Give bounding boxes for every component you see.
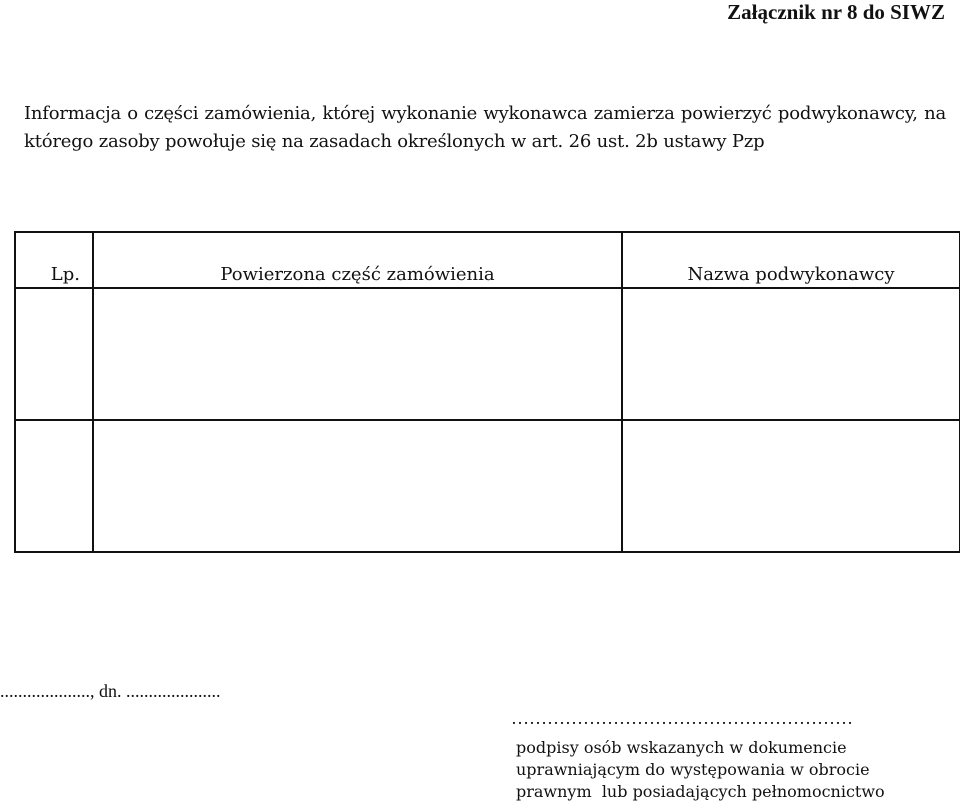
signature-caption — [516, 737, 956, 803]
table-cell-subcontractor-name[interactable] — [622, 420, 960, 552]
subcontracting-table — [14, 231, 960, 553]
column-header-lp: Lp. — [15, 232, 93, 288]
column-header-subcontractor-name: Nazwa podwykonawcy — [622, 232, 960, 288]
signature-caption-line: podpisy osób wskazanych w dokumencie — [516, 738, 847, 757]
place-date-line: ...................., dn. ..................... — [0, 681, 221, 701]
signature-caption-line: uprawniającym do występowania w obrocie — [516, 760, 870, 779]
table-row — [15, 420, 960, 552]
table-cell-entrusted-part[interactable] — [93, 420, 622, 552]
attachment-label: Załącznik nr 8 do SIWZ — [727, 0, 945, 24]
table-cell-lp[interactable] — [15, 288, 93, 420]
signature-dotted-line: ………………………………………………… — [511, 708, 853, 728]
intro-paragraph: Informacja o części zamówienia, której wykonanie wykonawca zamierza powierzyć podwykonawcy, na którego zasoby powołuje się na zasadach określonych w art. 26 ust. 2b ustawy Pzp — [24, 103, 946, 152]
signature-caption-line: prawnym lub posiadających pełnomocnictwo — [516, 782, 885, 801]
table-header-row — [15, 232, 960, 288]
table-cell-entrusted-part[interactable] — [93, 288, 622, 420]
column-header-entrusted-part: Powierzona część zamówienia — [93, 232, 622, 288]
table-row — [15, 288, 960, 420]
table-cell-subcontractor-name[interactable] — [622, 288, 960, 420]
table-cell-lp[interactable] — [15, 420, 93, 552]
